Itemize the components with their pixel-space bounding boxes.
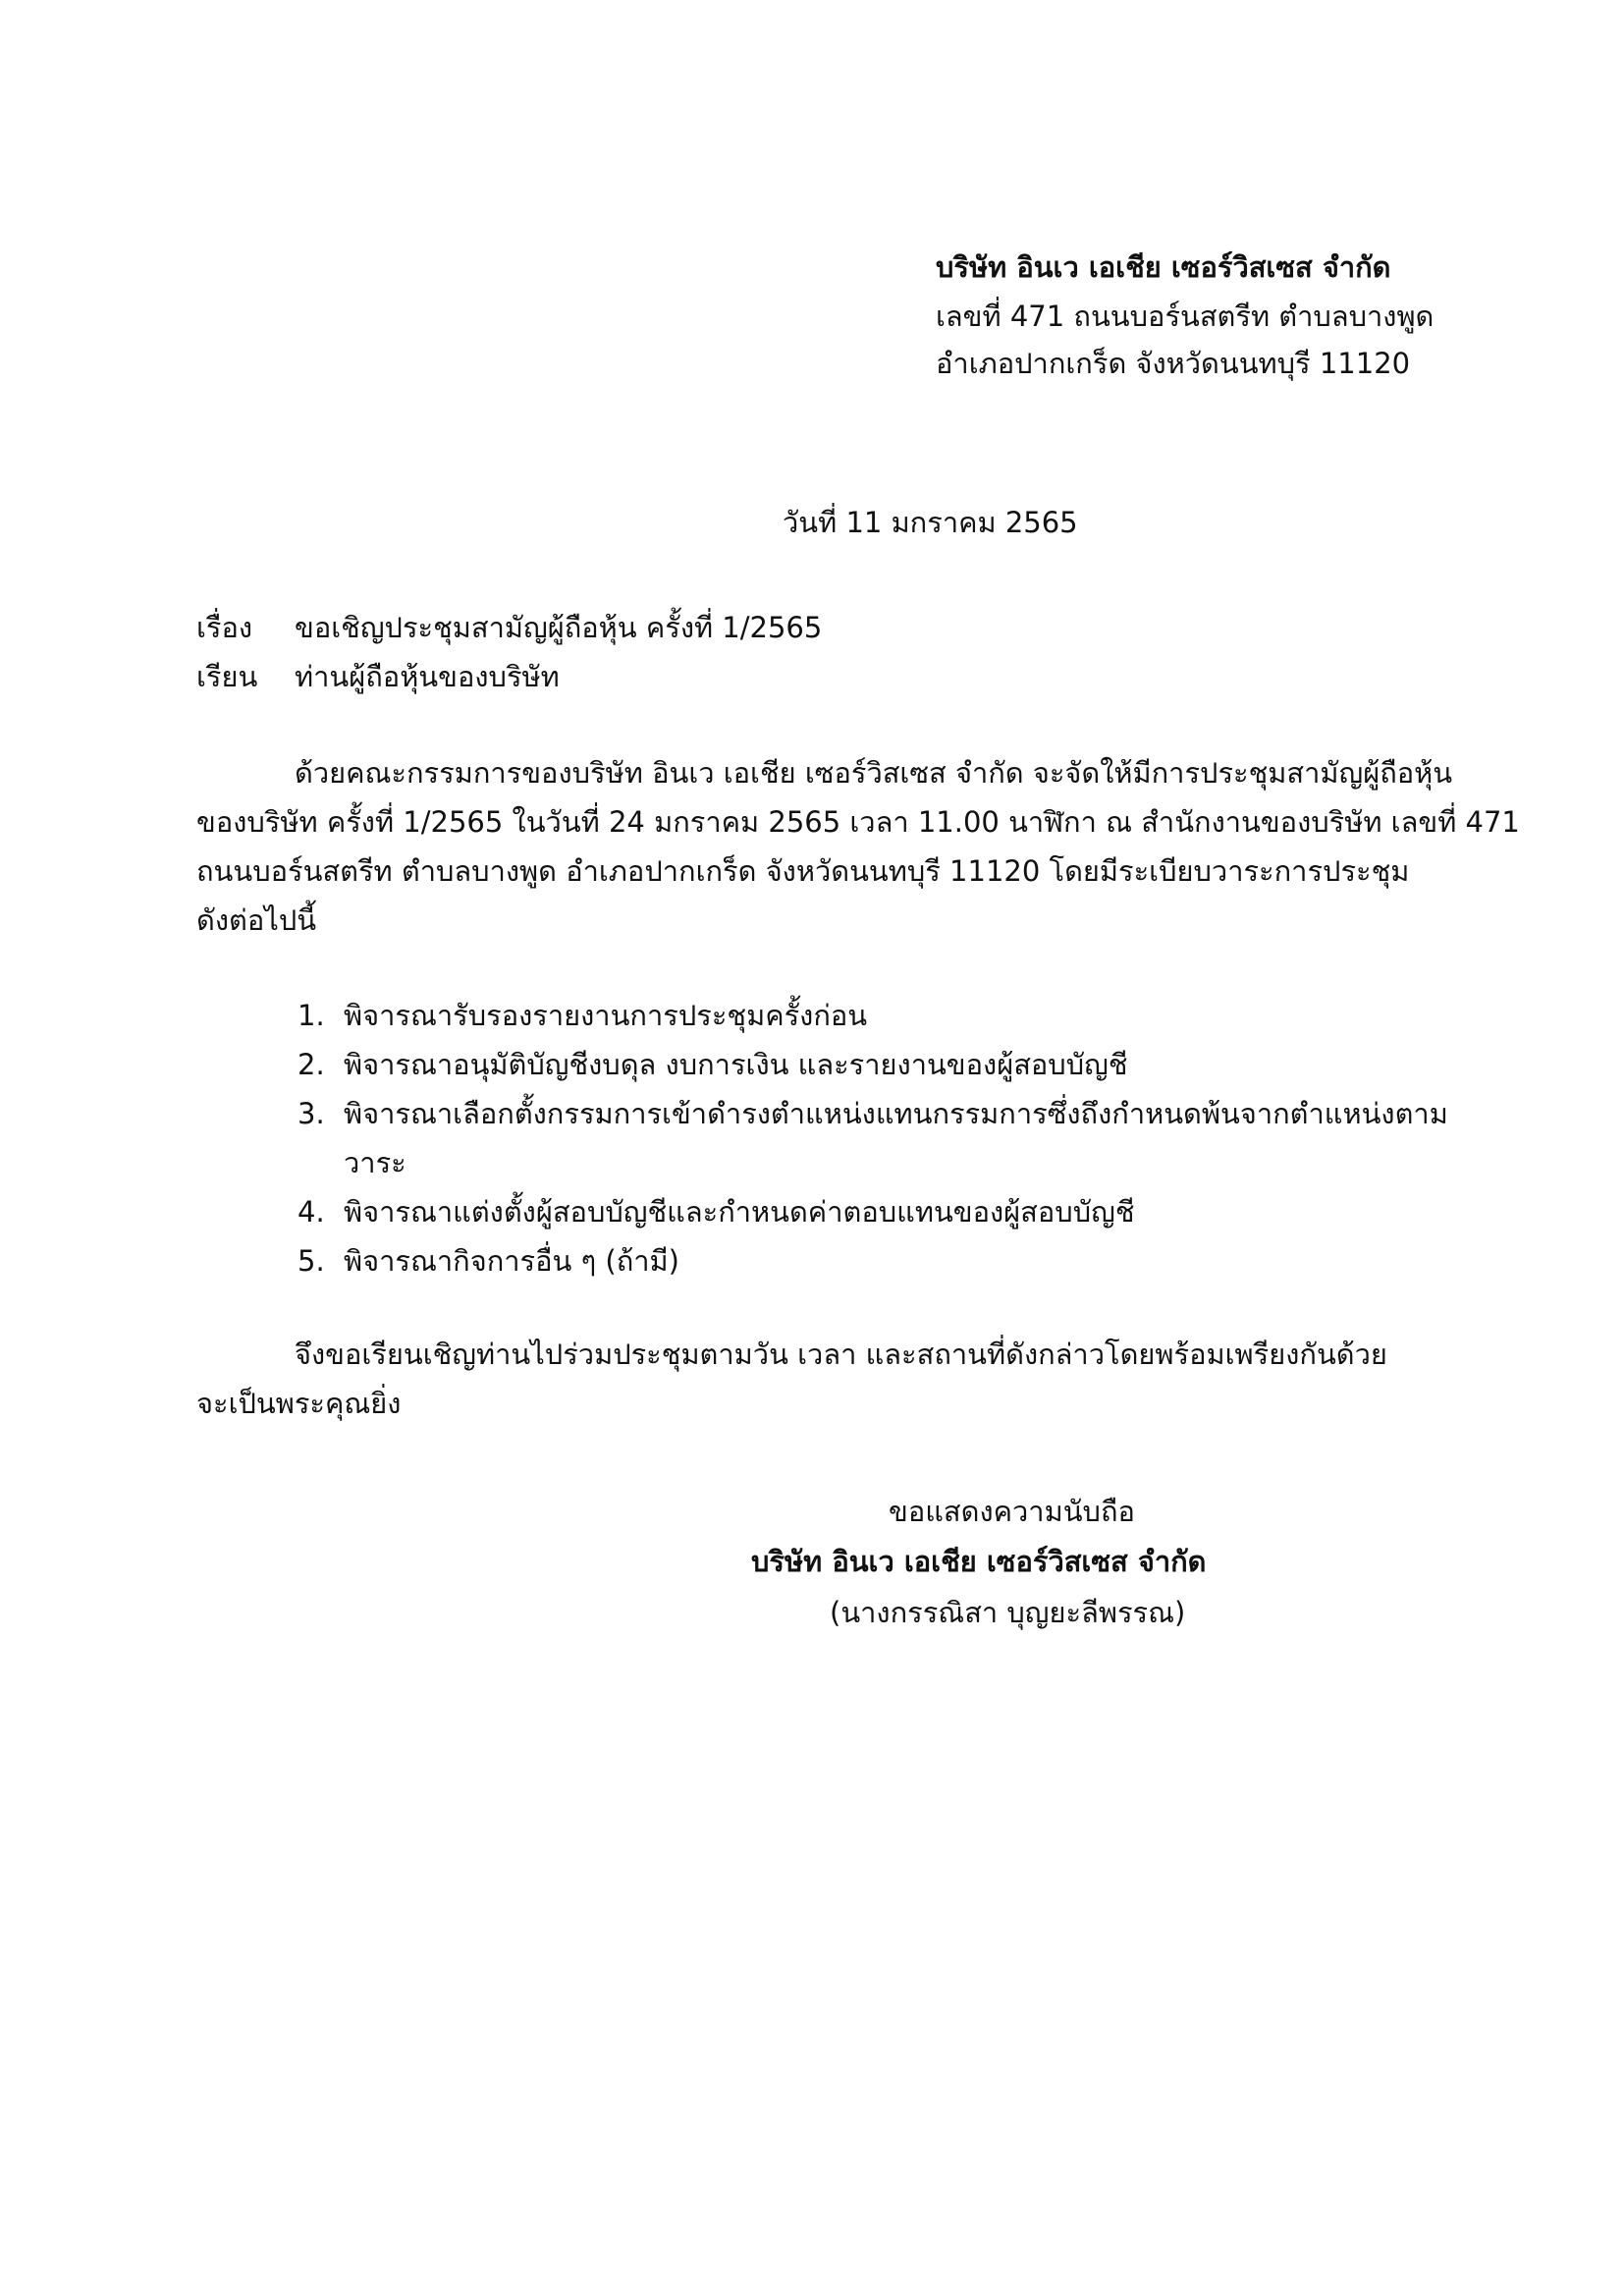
agenda-item-number: 5. bbox=[298, 1244, 325, 1278]
agenda-item-number: 2. bbox=[298, 1048, 325, 1081]
agenda-item-text: พิจารณาแต่งตั้งผู้สอบบัญชีและกำหนดค่าตอบแทนของผู้สอบบัญชี bbox=[344, 1195, 1135, 1229]
closing-line: จะเป็นพระคุณยิ่ง bbox=[196, 1387, 402, 1420]
salutation-value: ท่านผู้ถือหุ้นของบริษัท bbox=[295, 660, 560, 693]
body-line: ด้วยคณะกรรมการของบริษัท อินเว เอเชีย เซอร์วิสเซส จำกัด จะจัดให้มีการประชุมสามัญผู้ถือหุ้น bbox=[295, 756, 1453, 790]
body-line: ถนนบอร์นสตรีท ตำบลบางพูด อำเภอปากเกร็ด จังหวัดนนทบุรี 11120 โดยมีระเบียบวาระการประชุม bbox=[196, 854, 1410, 888]
agenda-item-number: 4. bbox=[298, 1195, 325, 1229]
subject-label: เรื่อง bbox=[196, 611, 253, 644]
sender-company-name: บริษัท อินเว เอเชีย เซอร์วิสเซส จำกัด bbox=[936, 250, 1391, 284]
agenda-item-text: พิจารณาเลือกตั้งกรรมการเข้าดำรงตำแหน่งแทนกรรมการซึ่งถึงกำหนดพ้นจากตำแหน่งตาม bbox=[344, 1097, 1448, 1130]
signer-name: (นางกรรณิสา บุญยะลีพรรณ) bbox=[830, 1596, 1186, 1629]
subject-value: ขอเชิญประชุมสามัญผู้ถือหุ้น ครั้งที่ 1/2565 bbox=[295, 611, 823, 644]
sender-address-line-2: อำเภอปากเกร็ด จังหวัดนนทบุรี 11120 bbox=[936, 347, 1411, 380]
signer-company: บริษัท อินเว เอเชีย เซอร์วิสเซส จำกัด bbox=[751, 1545, 1207, 1578]
agenda-item-number: 1. bbox=[298, 999, 325, 1032]
agenda-item-text: พิจารณารับรองรายงานการประชุมครั้งก่อน bbox=[344, 999, 868, 1032]
agenda-item-text: พิจารณากิจการอื่น ๆ (ถ้ามี) bbox=[344, 1244, 679, 1278]
agenda-item-number: 3. bbox=[298, 1097, 325, 1130]
salutation-label: เรียน bbox=[196, 660, 258, 693]
body-line: ดังต่อไปนี้ bbox=[196, 903, 317, 937]
body-line: ของบริษัท ครั้งที่ 1/2565 ในวันที่ 24 มกราคม 2565 เวลา 11.00 นาฬิกา ณ สำนักงานของบริษัท เลขที่ 471 bbox=[196, 805, 1520, 839]
sender-address-line-1: เลขที่ 471 ถนนบอร์นสตรีท ตำบลบางพูด bbox=[936, 300, 1435, 333]
closing-regards: ขอแสดงความนับถือ bbox=[889, 1495, 1135, 1528]
letter-date: วันที่ 11 มกราคม 2565 bbox=[783, 506, 1078, 539]
agenda-item-text: พิจารณาอนุมัติบัญชีงบดุล งบการเงิน และรายงานของผู้สอบบัญชี bbox=[344, 1048, 1128, 1081]
closing-line: จึงขอเรียนเชิญท่านไปร่วมประชุมตามวัน เวลา และสถานที่ดังกล่าวโดยพร้อมเพรียงกันด้วย bbox=[295, 1338, 1387, 1371]
agenda-item-text-continuation: วาระ bbox=[344, 1146, 406, 1179]
